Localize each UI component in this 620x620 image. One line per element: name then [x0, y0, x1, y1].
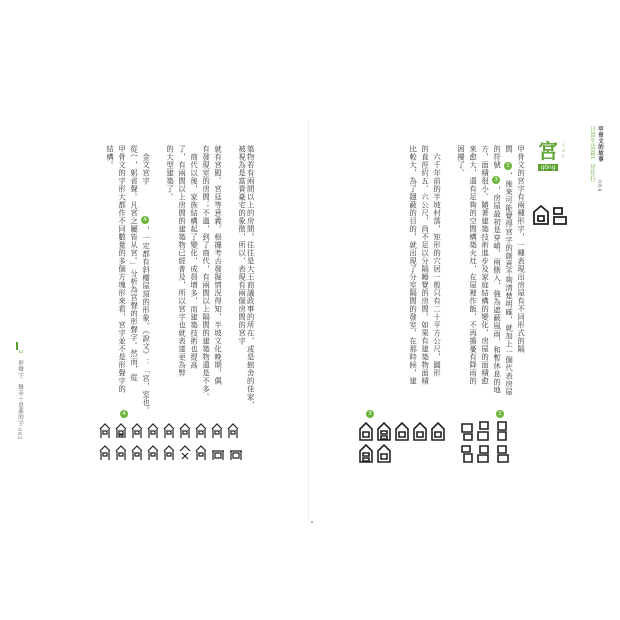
body-line-3: ，後來可能覺得宮字的創意不夠清楚明確，就加上一個代表房屋	[504, 172, 514, 396]
body-line-9: 六千年前的半坡村落，矩形的穴居一般只有二十平方公尺，圓形	[432, 153, 442, 377]
bronze-gong-glyphs-figure	[98, 420, 258, 464]
body-line-1: 築物若有兩間以上的房間，往往是大王商議政事的所在，或是館舍的佳家，被視為是富貴豪宅的象徵，所以，表現有兩個房間的宮字	[237, 145, 256, 409]
right-page	[310, 120, 616, 520]
body-line-11: 比較大，為了隱蔽的目的，就出現了分室隔間的發室，在那時候，建	[408, 145, 418, 385]
subsection-label: 日常生活篇1	[589, 126, 595, 160]
body-line-5: 了，有兩間以上房間的建築物已經普及，所以宮字也就表達更為弊	[177, 145, 187, 377]
figure-ref-badge: 4	[141, 216, 149, 224]
body-line-7: 來愈大，還有足夠的空間構築火灶，在屋裡作飯，不再擔憂有降雨的	[468, 145, 478, 385]
figure-2-badge: 2	[496, 410, 504, 418]
figure-number-badge: 4	[120, 410, 128, 418]
page-number: 062	[16, 428, 22, 440]
body-line-4: 商代以後，家族結構起了變化，成員增多，而建築技術也提高	[189, 153, 199, 369]
body-line-8: ，一定都有斜樓屋頂的形象。《說文》：「宮，室也。	[141, 226, 151, 415]
figure-ref-badge-3: 3	[492, 176, 500, 184]
body-line-11: 結構。	[105, 145, 115, 169]
oracle-gong-variants-figure-3	[358, 420, 448, 464]
chapter-title: 形聲字：聲旁＋意義的字	[17, 360, 23, 426]
oracle-gong-variants-figure-2	[458, 420, 522, 464]
section-label: 甲骨文的故事	[597, 126, 603, 162]
pinyin: gōng	[538, 164, 558, 171]
body-line-2: 就有宮殿、宮廷等意義。根據考古發掘情況得知，半坡文化晚期，偶	[213, 145, 223, 385]
body-line-3: 有發現室的房間；不過，到了商代，有兩間以上隔間的建築物還是不多。	[201, 145, 211, 401]
subsection-label-2: 居住行	[589, 164, 595, 182]
figure-3-badge: 3	[366, 410, 374, 418]
body-line-6: 方，面積很小。隨著建築技術進步及家庭結構的變化，房屋的面積愈	[480, 145, 490, 385]
body-line-5: ，房屋最初是穿峭、兩側入，強為遮蔽風雨，和暫休息的地	[492, 186, 502, 394]
body-line-6: 的大型建築了。	[165, 145, 175, 201]
page-number: 064	[596, 180, 602, 192]
chapter-tag: 2	[17, 350, 23, 354]
body-line-8: 困擾了。	[456, 145, 466, 177]
body-line-9: 從宀，躬省聲。凡宮之屬皆从宮。」分析為宮聲的形聲字。然而，從	[129, 145, 139, 382]
chapter-marker-bar	[16, 342, 18, 350]
headword-block	[538, 140, 578, 171]
body-line-1: 甲骨文的宮字有兩種形字，一種表現出房屋有不同形式的隔	[516, 145, 526, 353]
left-page	[2, 120, 309, 520]
body-line-10: 甲骨文的字形大都作不同數量的多個方塊形來看，宮字並不是形聲字的	[117, 145, 127, 393]
body-line-2: 間	[504, 145, 514, 153]
figure-ref-badge-2: 2	[504, 162, 512, 170]
page-dot	[311, 521, 313, 523]
body-line-10: 的直徑約五、六公尺，尚不足以分隔睡覺的房間。如果有建築物面積	[420, 145, 430, 385]
body-line-7: 金文宮字	[141, 153, 151, 185]
headword: 宮	[538, 139, 558, 163]
oracle-gong-glyph	[532, 204, 572, 226]
body-line-4: 的符號	[492, 145, 502, 169]
bopomofo: ㄍㄨㄥ	[560, 142, 566, 159]
